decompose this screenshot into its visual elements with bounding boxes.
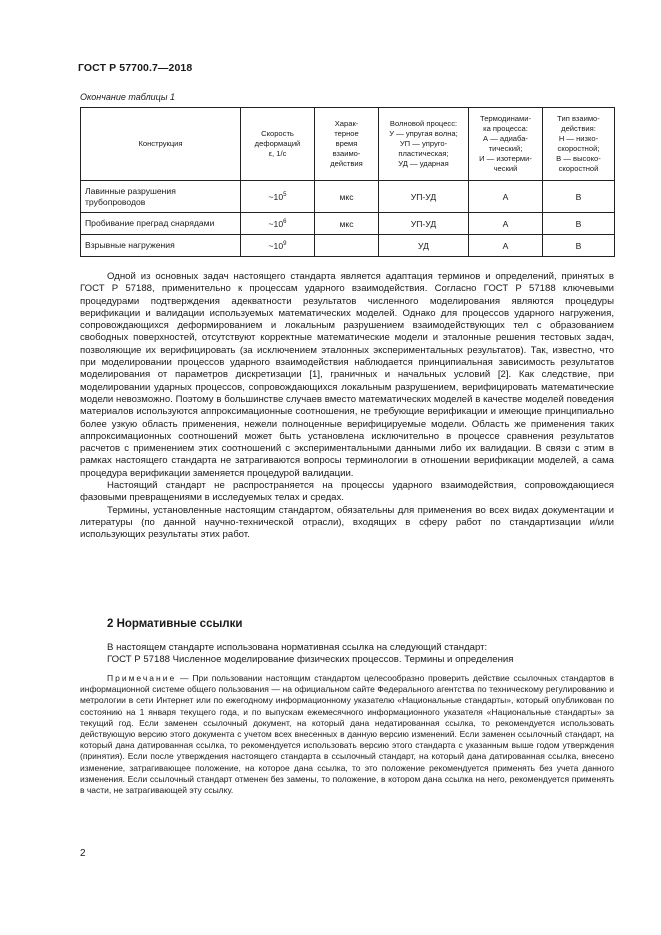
cell-wave: УП-УД <box>379 213 469 235</box>
table-caption: Окончание таблицы 1 <box>80 92 175 102</box>
paragraph-scope-exclusion: Настоящий стандарт не распространяется на процессы ударного взаимодействия, сопровождающиеся фазовыми превращениями в исследуемых телах и средах. <box>80 480 614 504</box>
cell-type: В <box>543 213 615 235</box>
normative-references <box>107 642 614 667</box>
cell-wave: УП-УД <box>379 181 469 213</box>
cell-construction: Пробивание преград снарядами <box>81 213 241 235</box>
body-text <box>80 271 614 542</box>
cell-thermo: А <box>469 235 543 257</box>
header-wave-process: Волновой процесс: У — упругая волна; УП — упруго- пластическая; УД — ударная <box>379 108 469 181</box>
cell-thermo: А <box>469 213 543 235</box>
cell-type: В <box>543 235 615 257</box>
header-interaction-type: Тип взаимо- действия: Н — низко- скоростной; В — высоко- скоростной <box>543 108 615 181</box>
table-1 <box>80 107 615 257</box>
page-number: 2 <box>80 848 86 859</box>
cell-thermo: А <box>469 181 543 213</box>
cell-strain-rate: $\sim 10^9$ <box>241 235 315 257</box>
cell-time: мкс <box>315 213 379 235</box>
header-interaction-time: Харак- терное время взаимо- действия <box>315 108 379 181</box>
cell-strain-rate: $\sim 10^5$ <box>241 181 315 213</box>
cell-construction: Лавинные разрушения трубопроводов <box>81 181 241 213</box>
table-header-row <box>81 108 615 181</box>
cell-construction: Взрывные нагружения <box>81 235 241 257</box>
note-text: — При пользовании настоящим стандартом целесообразно проверить действие ссылочных стандартов в информационной системе общего пользования — на официальном сайте Федерального агентства по техническому регулированию и метрологии в сети Интернет или по ежегодному информационному указателю «Национальные стандарты», который опубликован по состоянию на 1 января текущего года, и по выпускам ежемесячного информационного указателя «Национальные стандарты» за текущий год. Если заменен ссылочный документ, на который дана недатированная ссылка, то рекомендуется использовать действующую версию этого документа с учетом всех внесенных в данную версию изменений. Если заменен ссылочный стандарт, на который дана датированная ссылка, то рекомендуется использовать версию этого стандарта с указанным выше годом утверждения (принятия). Если после утверждения настоящего стандарта в ссылочный стандарт, на который дана датированная ссылка, внесено изменение, затрагивающее положение, на которое дана ссылка, то это положение рекомендуется применять без учета данного изменения. Если ссылочный стандарт отменен без замены, то положение, в котором дана ссылка на него, рекомендуется применять в части, не затрагивающей эту ссылку. <box>80 673 614 796</box>
note-block <box>80 673 614 796</box>
note-label: Примечание <box>107 673 177 683</box>
reference-item: ГОСТ Р 57188 Численное моделирование физических процессов. Термины и определения <box>107 654 514 666</box>
header-construction: Конструкция <box>81 108 241 181</box>
cell-wave: УД <box>379 235 469 257</box>
cell-type: В <box>543 181 615 213</box>
cell-strain-rate: $\sim 10^6$ <box>241 213 315 235</box>
paragraph-terms-mandatory: Термины, установленные настоящим стандартом, обязательны для применения во всех видах документации и литературы (по данной научно-технической отрасли), входящих в сферу работ по стандартизации и/или использующих результаты этих работ. <box>80 504 614 541</box>
table-row <box>81 213 615 235</box>
header-thermodynamics: Термодинами- ка процесса: А — адиаба- тический; И — изотерми- ческий <box>469 108 543 181</box>
table-row <box>81 235 615 257</box>
paragraph-main-task: Одной из основных задач настоящего стандарта является адаптация терминов и определений, принятых в ГОСТ Р 57188, применительно к процессам ударного взаимодействия. Согласно ГОСТ Р 57188 ключевыми процедурами подтверждения адекватности результатов численного моделирования являются процедуры верификации и валидации используемых математических моделей. Однако для процессов ударного нагружения, сопровождающихся деформированием и локальным разрушением взаимодействующих тел с образованием свободных поверхностей, отсутствуют корректные математические модели и эталонные решения тестовых задач, позволяющие их верифицировать (за исключением эталонных экспериментальных результатов). Так, известно, что при моделировании процессов ударного взаимодействия наблюдается принципиальная зависимость результатов моделирования от параметров дискретизации [1], граничных и начальных условий [2]. Как следствие, при моделировании ударных процессов, сопровождающихся локальным разрушением, верифицировать математические модели невозможно. Поэтому в большинстве случаев вместо математических моделей в качестве моделей поведения материалов используются аппроксимационные соотношения, не требующие верификации и имеющие принципиально более узкую область применения, нежели полноценные верифицируемые модели. Область же применения таких аппроксимационных соотношений может быть установлена исключительно в процессе сравнения результатов расчетов с применением этих соотношений с экспериментальными данными либо их валидации. В связи с этим в рамках настоящего стандарта не затрагиваются вопросы терминологии в отношении верификации моделей, а сама процедура верификации заменяется процедурой валидации. <box>80 271 614 479</box>
table-row <box>81 181 615 213</box>
cell-time: мкс <box>315 181 379 213</box>
references-intro: В настоящем стандарте использована нормативная ссылка на следующий стандарт: <box>107 642 488 653</box>
cell-time <box>315 235 379 257</box>
header-strain-rate: Скорость деформаций ε, 1/c <box>241 108 315 181</box>
section-title: 2 Нормативные ссылки <box>107 618 243 630</box>
document-id-header: ГОСТ Р 57700.7—2018 <box>78 62 193 74</box>
